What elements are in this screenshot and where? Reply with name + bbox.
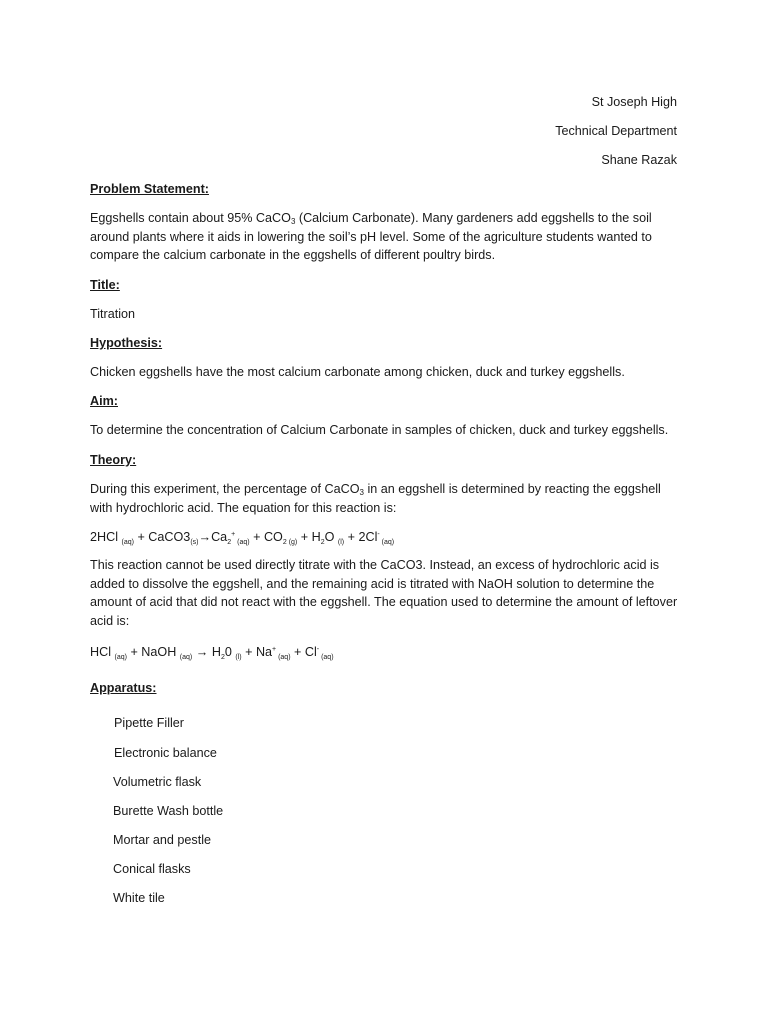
aim-text: To determine the concentration of Calcium Carbonate in samples of chicken, duck and turkey eggshells. — [90, 423, 669, 437]
reaction-equation-2: HCl $_{(aq)}$ + NaOH $_{(aq)} \to H_20$ $_{(l)}$ + Na+ $_{(aq)}$ + Cl- $_{(aq)}$ — [90, 645, 334, 661]
school-name: St Joseph High — [591, 95, 677, 109]
problem-heading: Problem Statement: — [90, 182, 209, 196]
aim-heading: Aim: — [90, 394, 118, 408]
theory-paragraph-1: During this experiment, the percentage of CaCO3 in an eggshell is determined by reacting the eggshell with hydrochloric acid. The equation for this reaction is: — [90, 482, 661, 515]
hypothesis-heading: Hypothesis: — [90, 336, 163, 350]
theory-paragraph-2: This reaction cannot be used directly titrate with the CaCO3. Instead, an excess of hydrochloric acid is added to dissolve the eggshell, and the remaining acid is titrated with NaOH solution to determine the amount of acid that did not react with the eggshell. The equation used to determine the amount of leftover acid is: — [90, 558, 678, 628]
apparatus-item: White tile — [113, 891, 165, 905]
hypothesis-text: Chicken eggshells have the most calcium carbonate among chicken, duck and turkey eggshells. — [90, 365, 625, 379]
apparatus-item: Electronic balance — [114, 746, 217, 760]
author-name: Shane Razak — [601, 153, 677, 167]
apparatus-heading: Apparatus: — [90, 681, 157, 695]
apparatus-item: Burette Wash bottle — [113, 804, 224, 818]
department-name: Technical Department — [555, 124, 677, 138]
apparatus-item: Mortar and pestle — [113, 833, 212, 847]
theory-heading: Theory: — [90, 453, 137, 467]
apparatus-item: Pipette Filler — [114, 716, 184, 730]
problem-text: Eggshells contain about 95% CaCO3 (Calcium Carbonate). Many gardeners add eggshells to the soil around plants where it aids in lowering the soil’s pH level. Some of the agriculture students wanted to compare the calcium carbonate in the eggshells of different poultry birds. — [90, 211, 652, 263]
title-text: Titration — [90, 307, 136, 321]
reaction-equation-1: 2HCl $_{(aq)} + CaCO3_{(s)}\to Ca_2^+$ $_{(aq)} + CO_2$ $_{(g)} + H_2O$ $_{(l)}$ + 2Cl- $_{(aq)}$ — [90, 530, 395, 546]
title-heading: Title: — [90, 278, 120, 292]
apparatus-item: Conical flasks — [113, 862, 191, 876]
apparatus-item: Volumetric flask — [113, 775, 202, 789]
